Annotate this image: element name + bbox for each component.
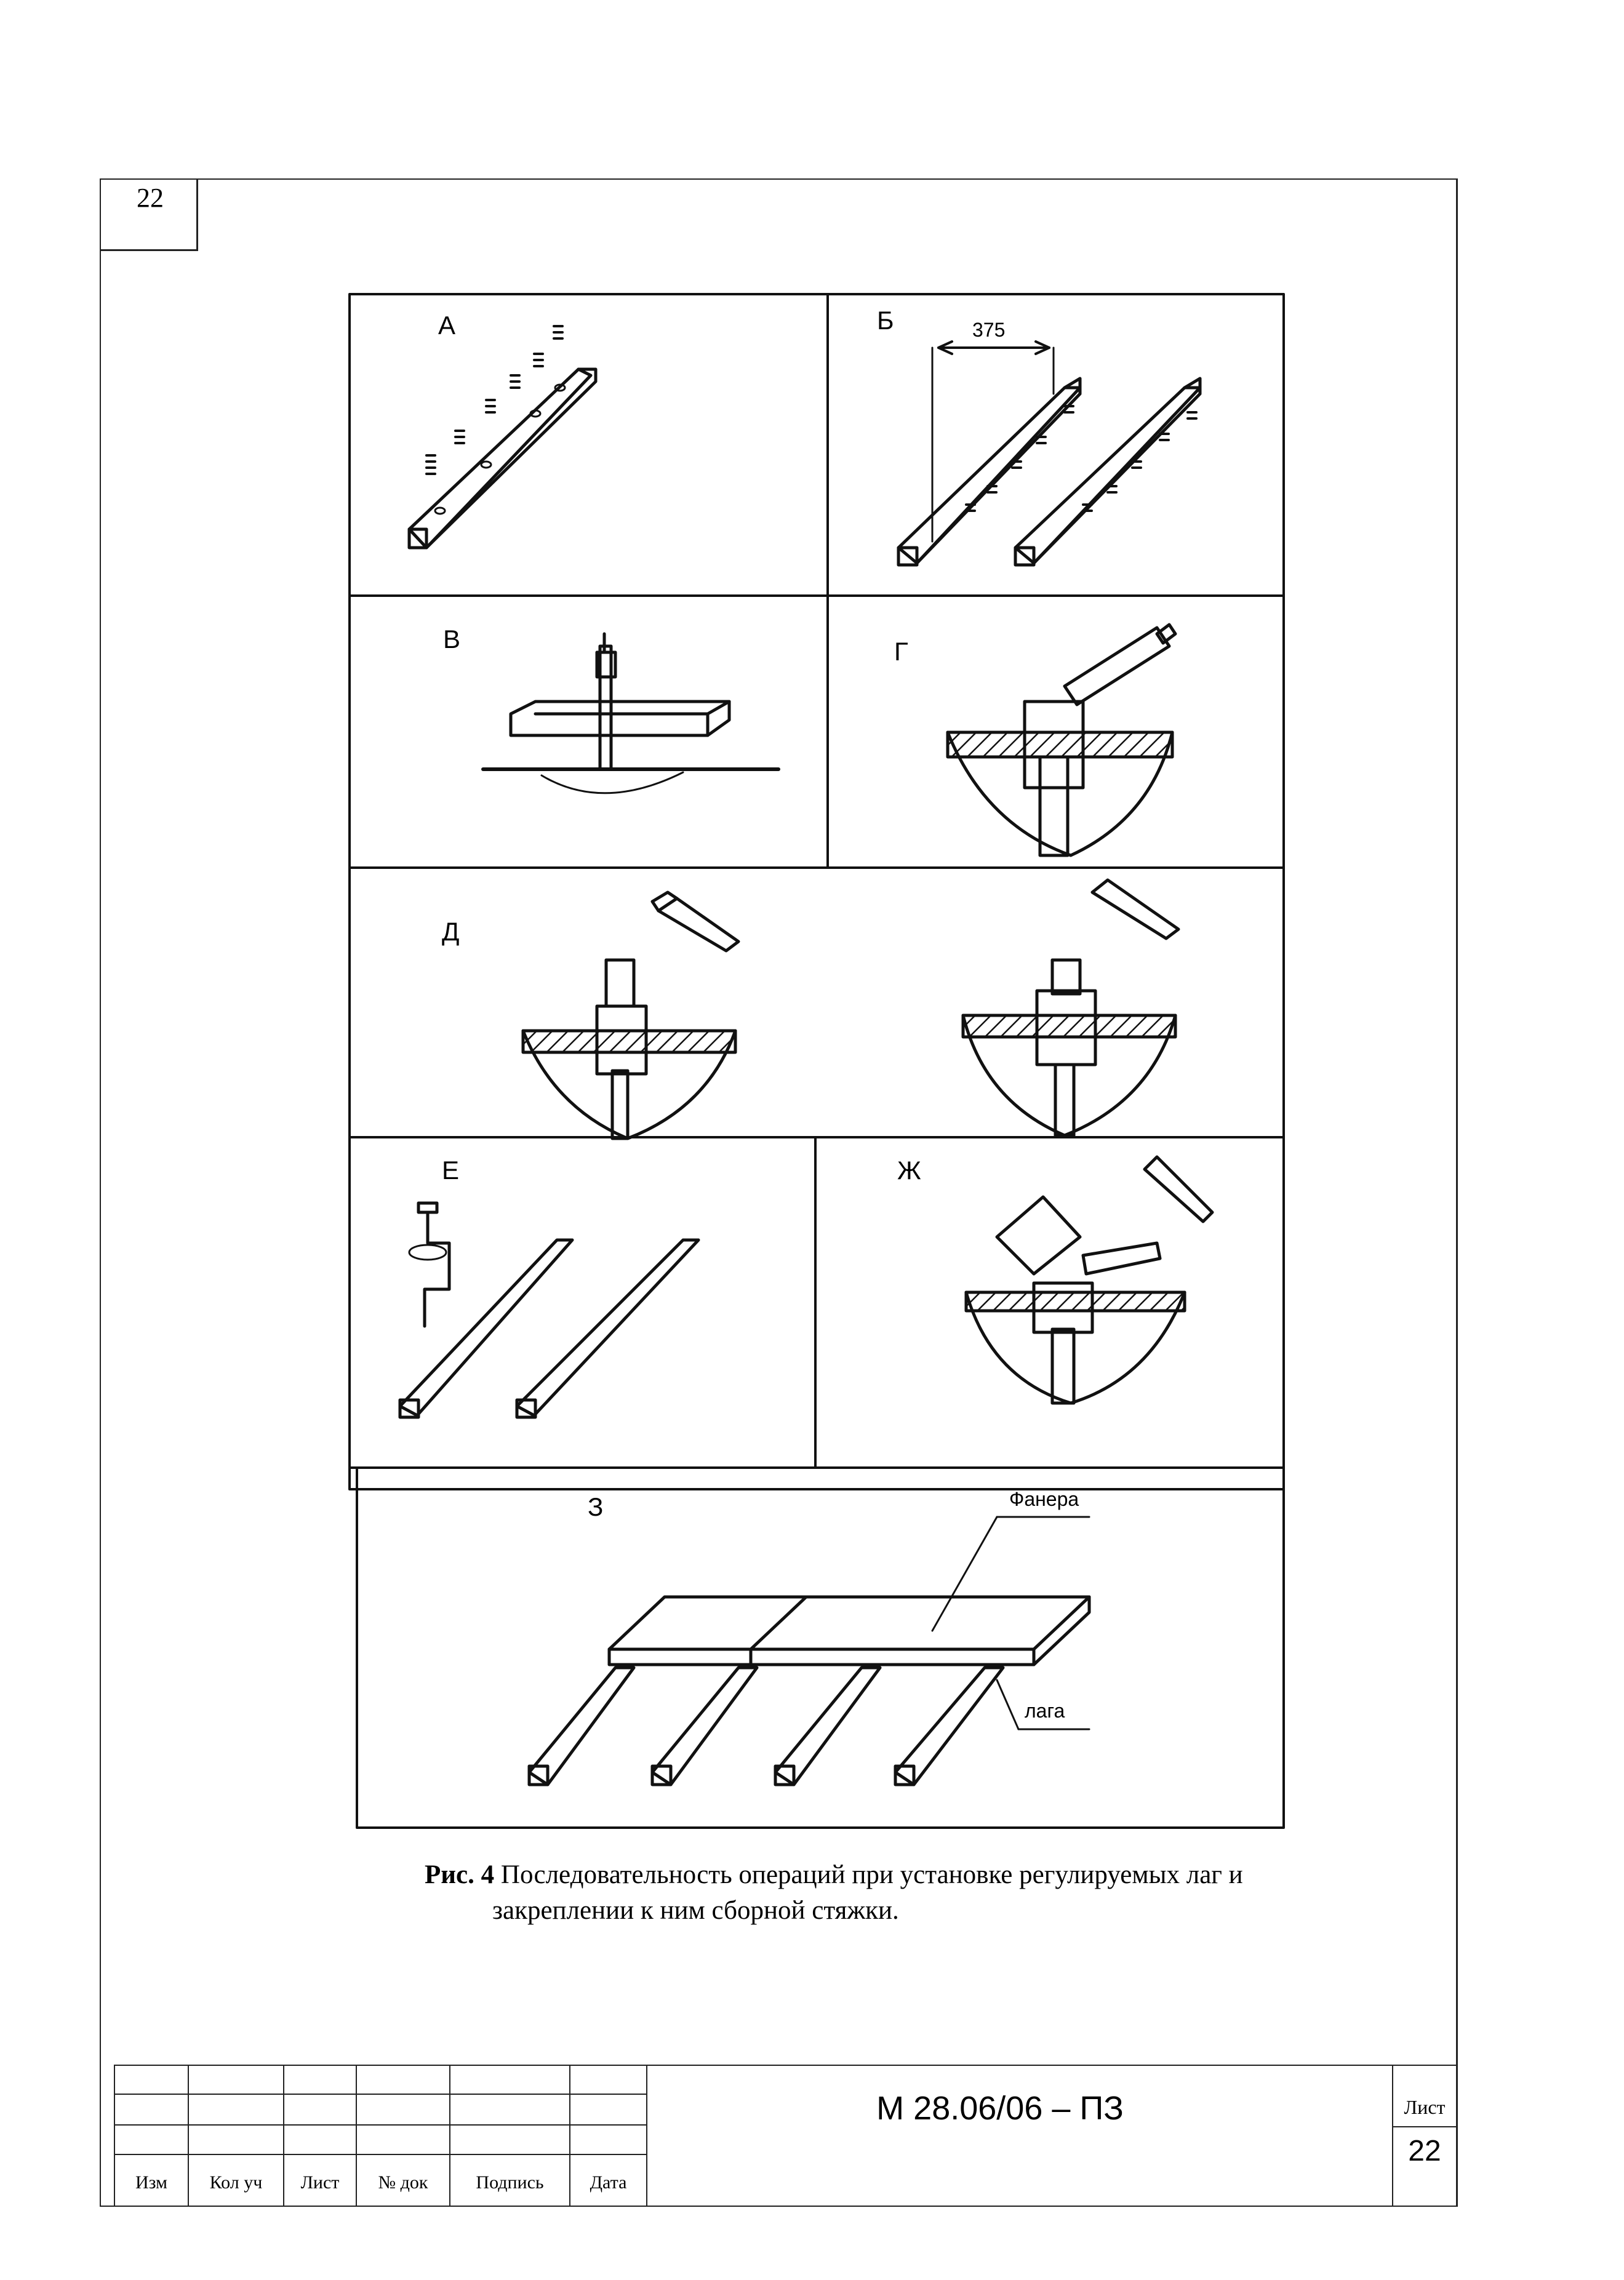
col-date: Дата	[590, 2172, 627, 2193]
caption-text-1: Последовательность операций при установке регулируемых лаг и	[500, 1860, 1243, 1889]
document-code: М 28.06/06 – ПЗ	[876, 2090, 1124, 2127]
panel-label-zh: Ж	[897, 1156, 921, 1185]
panel-label-v: В	[443, 625, 461, 654]
panel-z-drawing	[529, 1517, 1089, 1785]
figure-caption	[425, 1857, 1286, 1929]
callout-plywood: Фанера	[1009, 1488, 1079, 1510]
col-list: Лист	[300, 2172, 340, 2193]
panel-zh-drawing	[966, 1157, 1212, 1403]
panel-label-d: Д	[442, 917, 460, 946]
panel-label-a: А	[438, 311, 456, 340]
panel-label-b: Б	[877, 306, 894, 335]
panel-b-drawing	[898, 342, 1200, 565]
panel-label-g: Г	[894, 637, 908, 666]
title-block-top-line	[114, 2065, 1458, 2066]
sheet-label: Лист	[1404, 2096, 1446, 2118]
callout-joist: лага	[1025, 1700, 1065, 1722]
panel-v-drawing	[483, 634, 778, 793]
sheet-number: 22	[1408, 2135, 1441, 2167]
caption-prefix: Рис. 4	[425, 1860, 495, 1889]
col-izm: Изм	[135, 2172, 168, 2193]
col-kol-uch: Кол уч	[209, 2172, 263, 2193]
panel-a-drawing	[409, 326, 596, 548]
panel-d-drawing	[523, 880, 1178, 1138]
panel-g-drawing	[948, 625, 1175, 855]
caption-line-2: закреплении к ним сборной стяжки.	[492, 1896, 899, 1925]
panel-label-e: Е	[442, 1156, 460, 1185]
panel-e-drawing	[400, 1203, 698, 1417]
col-signature: Подпись	[476, 2172, 544, 2193]
col-doc: № док	[378, 2172, 428, 2193]
dimension-label: 375	[972, 319, 1006, 341]
caption-line-1	[425, 1857, 1286, 1893]
corner-page-number: 22	[137, 183, 164, 213]
panel-label-z: З	[588, 1492, 604, 1521]
